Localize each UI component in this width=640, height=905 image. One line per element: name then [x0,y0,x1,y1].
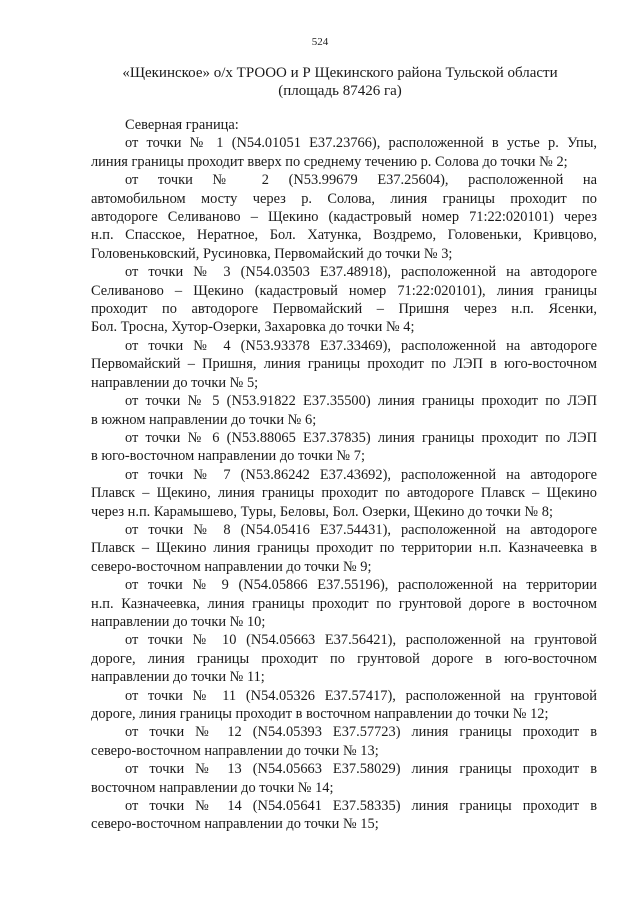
document-title [60,64,620,100]
paragraph-line: от точки № 5 (N53.91822 E37.35500) линия границы проходит по ЛЭП [125,393,597,410]
document-body [91,116,597,834]
paragraph-line: проходит по автодороге Первомайский – Пришня через н.п. Ясенки, [91,301,597,318]
boundary-paragraph [91,760,597,797]
paragraph-line: в юго-восточном направлении до точки № 7; [91,448,365,465]
paragraph-line: северо-восточном направлении до точки № 15; [91,816,379,833]
paragraph-line: автомобильном мосту через р. Солова, линия границы проходит по [91,190,597,207]
boundary-paragraph [91,171,597,263]
paragraph-line: от точки № 7 (N53.86242 E37.43692), расположенной на автодороге [125,466,597,483]
boundary-paragraph [91,631,597,686]
paragraph-line: Селиваново – Щекино (кадастровый номер 71:22:020101), линия границы [91,282,597,299]
paragraph-line: линия границы проходит вверх по среднему течению р. Солова до точки № 2; [91,153,568,170]
boundary-paragraph [91,337,597,392]
boundary-paragraph [91,723,597,760]
paragraph-line: дороге, линия границы проходит в восточном направлении до точки № 12; [91,706,549,722]
paragraph-line: от точки № 9 (N54.05866 E37.55196), расположенной на территории [125,577,597,594]
paragraph-line: от точки № 12 (N54.05393 E37.57723) линия границы проходит в [125,724,597,741]
paragraph-line: от точки № 10 (N54.05663 E37.56421), расположенной на грунтовой [125,632,597,649]
title-line-2: (площадь 87426 га) [278,83,402,99]
boundary-paragraph [91,687,597,724]
paragraph-line: от точки № 2 (N53.99679 E37.25604), расположенной на [125,172,597,189]
paragraph-line: дороге, линия границы проходит по грунтовой дороге в юго-восточном [91,650,597,667]
paragraph-line: от точки № 3 (N54.03503 E37.48918), расположенной на автодороге [125,264,597,281]
paragraph-line: от точки № 13 (N54.05663 E37.58029) линия границы проходит в [125,761,597,778]
boundary-paragraph [91,576,597,631]
boundary-paragraph [91,263,597,337]
paragraph-line: направлении до точки № 5; [91,374,259,391]
paragraph-line: от точки № 1 (N54.01051 E37.23766), расположенной в устье р. Упы, [125,135,597,152]
paragraph-line: северо-восточном направлении до точки № 9; [91,558,372,575]
paragraph-line: Плавск – Щекино линия границы проходит по территории н.п. Казначеевка в [91,540,597,557]
paragraph-line: направлении до точки № 11; [91,669,265,686]
boundary-paragraph [91,521,597,576]
paragraph-line: от точки № 8 (N54.05416 E37.54431), расположенной на автодороге [125,521,597,538]
paragraph-line: Первомайский – Пришня, линия границы проходит по ЛЭП в юго-восточном [91,356,597,373]
page-number: 524 [311,36,329,48]
boundary-paragraph [91,466,597,521]
paragraph-line: от точки № 11 (N54.05326 E37.57417), расположенной на грунтовой [125,687,597,704]
boundary-paragraph [91,392,597,429]
paragraph-line: в южном направлении до точки № 6; [91,411,317,428]
paragraph-line: направлении до точки № 10; [91,613,266,630]
paragraph-line: н.п. Казначеевка, линия границы проходит по грунтовой дороге в восточном [91,595,597,612]
boundary-paragraph [91,134,597,171]
section-heading: Северная граница: [125,117,239,133]
paragraph-line: северо-восточном направлении до точки № 13; [91,742,379,759]
paragraph-line: Бол. Тросна, Хутор-Озерки, Захаровка до точки № 4; [91,319,415,336]
boundary-paragraph [91,429,597,466]
boundary-paragraph [91,797,597,834]
paragraph-line: Головеньковский, Русиновка, Первомайский до точки № 3; [91,245,453,262]
paragraph-line: н.п. Спасское, Нератное, Бол. Хатунка, Воздремо, Головеньки, Кривцово, [91,227,597,244]
paragraph-line: через н.п. Карамышево, Туры, Беловы, Бол. Озерки, Щекино до точки № 8; [91,503,553,520]
title-line-1: «Щекинское» о/х ТРООО и Р Щекинского района Тульской области [122,65,558,81]
paragraph-line: от точки № 6 (N53.88065 E37.37835) линия границы проходит по ЛЭП [125,429,597,446]
paragraph-line: Плавск – Щекино, линия границы проходит по автодороге Плавск – Щекино [91,485,597,502]
paragraph-line: от точки № 14 (N54.05641 E37.58335) линия границы проходит в [125,798,597,815]
paragraph-line: автодороге Селиваново – Щекино (кадастровый номер 71:22:020101) через [91,209,597,226]
paragraph-line: восточном направлении до точки № 14; [91,779,334,796]
paragraph-line: от точки № 4 (N53.93378 E37.33469), расположенной на автодороге [125,337,597,354]
